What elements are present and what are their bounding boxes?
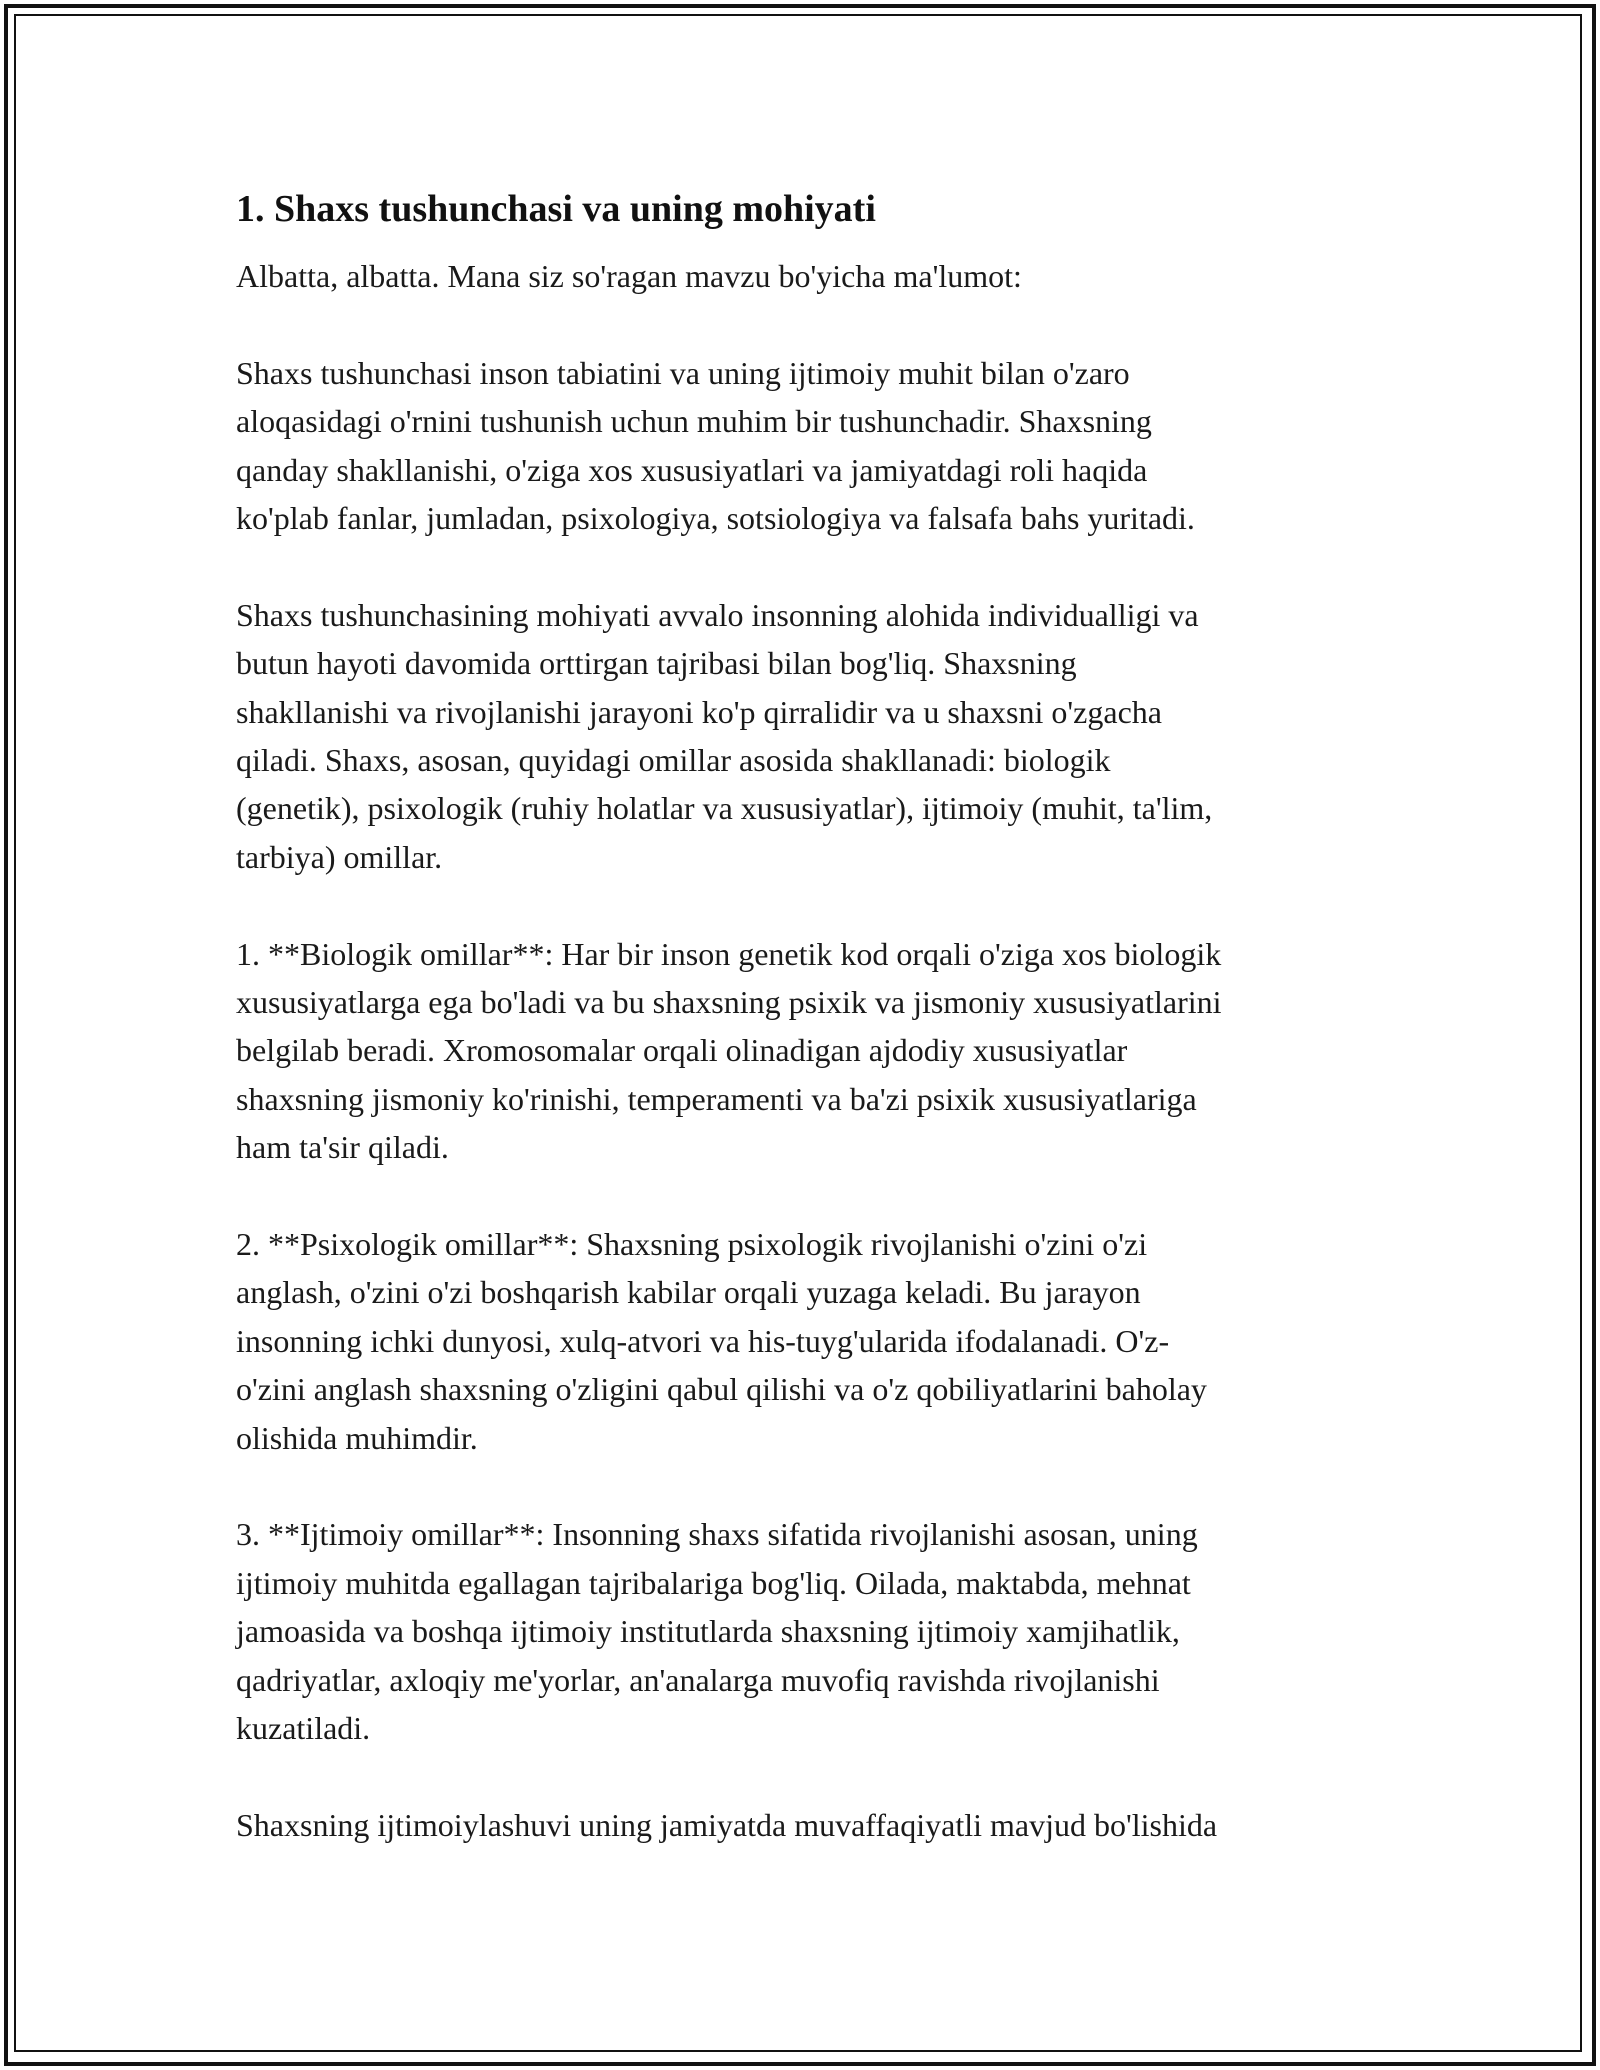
text-line: tarbiya) omillar. xyxy=(236,838,443,875)
text-line: 2. **Psixologik omillar**: Shaxsning psixologik rivojlanishi o'zini o'zi xyxy=(236,1226,1148,1263)
paragraph-essence xyxy=(236,591,1396,881)
text-line: qanday shakllanishi, o'ziga xos xususiyatlari va jamiyatdagi roli haqida xyxy=(236,451,1148,488)
text-line: shakllanishi va rivojlanishi jarayoni ko'p qirralidir va u shaxsni o'zgacha xyxy=(236,693,1162,730)
text-line: shaxsning jismoniy ko'rinishi, temperamenti va ba'zi psixik xususiyatlariga xyxy=(236,1080,1197,1117)
text-line: 1. **Biologik omillar**: Har bir inson genetik kod orqali o'ziga xos biologik xyxy=(236,935,1222,972)
section-heading: 1. Shaxs tushunchasi va uning mohiyati xyxy=(236,188,876,230)
document-body xyxy=(236,186,1396,1898)
text-line: olishida muhimdir. xyxy=(236,1419,478,1456)
text-line: kuzatiladi. xyxy=(236,1710,371,1747)
paragraph-social-factors xyxy=(236,1510,1396,1752)
text-line: 3. **Ijtimoiy omillar**: Insonning shaxs sifatida rivojlanishi asosan, uning xyxy=(236,1516,1198,1553)
text-line: ijtimoiy muhitda egallagan tajribalariga bog'liq. Oilada, maktabda, mehnat xyxy=(236,1564,1191,1601)
text-line: jamoasida va boshqa ijtimoiy institutlarda shaxsning ijtimoiy xamjihatlik, xyxy=(236,1613,1180,1650)
text-line: aloqasidagi o'rnini tushunish uchun muhim bir tushunchadir. Shaxsning xyxy=(236,403,1152,440)
text-line: Shaxs tushunchasi inson tabiatini va uning ijtimoiy muhit bilan o'zaro xyxy=(236,354,1130,391)
text-line: anglash, o'zini o'zi boshqarish kabilar orqali yuzaga keladi. Bu jarayon xyxy=(236,1274,1141,1311)
paragraph-socialization xyxy=(236,1801,1396,1849)
paragraph-intro xyxy=(236,252,1396,300)
text-line: Shaxsning ijtimoiylashuvi uning jamiyatda muvaffaqiyatli mavjud bo'lishida xyxy=(236,1806,1218,1843)
paragraph-biological-factors xyxy=(236,930,1396,1172)
text-line: qadriyatlar, axloqiy me'yorlar, an'analarga muvofiq ravishda rivojlanishi xyxy=(236,1661,1160,1698)
text-line: xususiyatlarga ega bo'ladi va bu shaxsning psixik va jismoniy xususiyatlarini xyxy=(236,984,1222,1021)
text-line: insonning ichki dunyosi, xulq-atvori va his-tuyg'ularida ifodalanadi. O'z- xyxy=(236,1322,1170,1359)
paragraph-psychological-factors xyxy=(236,1220,1396,1462)
text-line: qiladi. Shaxs, asosan, quyidagi omillar asosida shakllanadi: biologik xyxy=(236,742,1111,779)
text-line: Albatta, albatta. Mana siz so'ragan mavzu bo'yicha ma'lumot: xyxy=(236,258,1022,294)
text-line: Shaxs tushunchasining mohiyati avvalo insonning alohida individualligi va xyxy=(236,596,1199,633)
paragraph-definition xyxy=(236,349,1396,543)
text-line: butun hayoti davomida orttirgan tajribasi bilan bog'liq. Shaxsning xyxy=(236,645,1077,682)
text-line: ham ta'sir qiladi. xyxy=(236,1129,449,1166)
text-line: ko'plab fanlar, jumladan, psixologiya, sotsiologiya va falsafa bahs yuritadi. xyxy=(236,500,1195,537)
text-line: belgilab beradi. Xromosomalar orqali olinadigan ajdodiy xususiyatlar xyxy=(236,1032,1128,1069)
text-line: o'zini anglash shaxsning o'zligini qabul qilishi va o'z qobiliyatlarini baholay xyxy=(236,1371,1207,1408)
text-line: (genetik), psixologik (ruhiy holatlar va xususiyatlar), ijtimoiy (muhit, ta'lim, xyxy=(236,790,1213,827)
